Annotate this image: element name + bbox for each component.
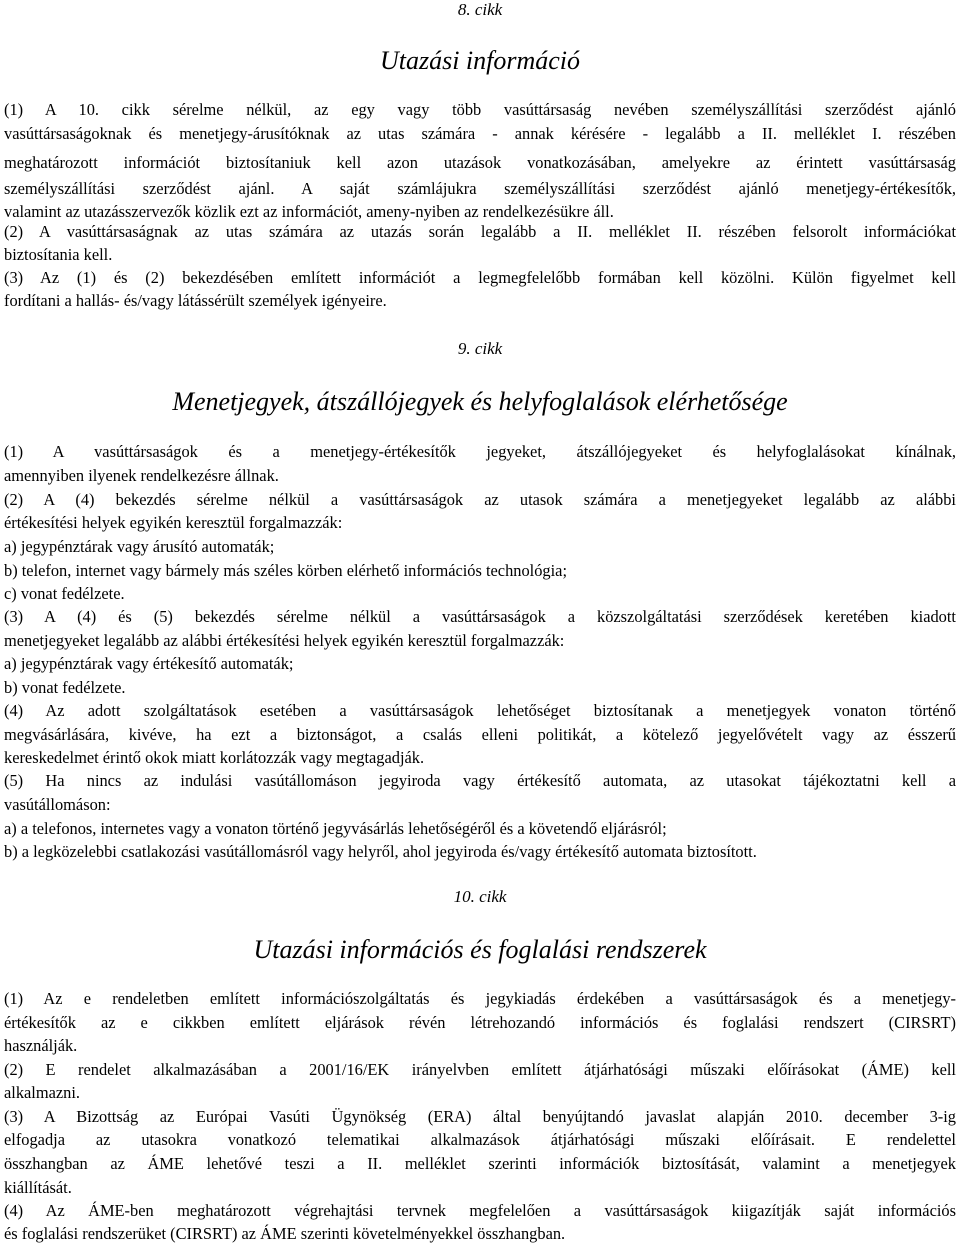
paragraph-line: (2) A (4) bekezdés sérelme nélkül a vasúttársaságok az utasok számára a menetjegyeket legalább az alábbi bbox=[4, 490, 956, 509]
paragraph-line: b) telefon, internet vagy bármely más széles körben elérhető információs technológia; bbox=[4, 561, 567, 580]
paragraph-line: biztosítania kell. bbox=[4, 245, 113, 264]
paragraph-line: megvásárlására, kivéve, ha ezt a biztonságot, a csalás elleni politikát, a kötelező jegyelővételt vagy az ésszerű bbox=[4, 725, 956, 744]
paragraph-line: (2) E rendelet alkalmazásában a 2001/16/EK irányelvben említett átjárhatósági műszaki előírásokat (ÁME) kell bbox=[4, 1060, 956, 1079]
paragraph-line: alkalmazni. bbox=[4, 1083, 80, 1102]
paragraph-line: (3) A Bizottság az Európai Vasúti Ügynökség (ERA) által benyújtandó javaslat alapján 2010. december 3-ig bbox=[4, 1107, 956, 1126]
paragraph-line: a) a telefonos, internetes vagy a vonaton történő jegyvásárlás lehetőségéről és a követendő eljárásról; bbox=[4, 819, 667, 838]
paragraph-line: amennyiben ilyenek rendelkezésre állnak. bbox=[4, 466, 279, 485]
paragraph-line: vasútállomáson: bbox=[4, 795, 111, 814]
paragraph-line: (3) Az (1) és (2) bekezdésében említett információt a legmegfelelőbb formában kell közölni. Külön figyelmet kell bbox=[4, 268, 956, 287]
article-number: 9. cikk bbox=[457, 339, 503, 358]
paragraph-line: és foglalási rendszerüket (CIRSRT) az ÁME szerinti követelményekkel összhangban. bbox=[4, 1224, 566, 1243]
paragraph-line: menetjegyeket legalább az alábbi értékesítési helyek egyikén keresztül forgalmazzák: bbox=[4, 631, 565, 650]
article-title: Utazási információs és foglalási rendszerek bbox=[253, 935, 707, 964]
paragraph-line: (1) Az e rendeletben említett információszolgáltatás és jegykiadás érdekében a vasúttársaságok és a menetjegy- bbox=[4, 989, 956, 1008]
paragraph-line: (1) A 10. cikk sérelme nélkül, az egy vagy több vasúttársaság nevében személyszállítási szerződést ajánló bbox=[4, 100, 956, 119]
paragraph-line: (3) A (4) és (5) bekezdés sérelme nélkül a vasúttársaságok a közszolgáltatási szerződések keretében kiadott bbox=[4, 607, 956, 626]
paragraph-line: (1) A vasúttársaságok és a menetjegy-értékesítők jegyeket, átszállójegyeket és helyfoglalásokat kínálnak, bbox=[4, 442, 956, 461]
article-number: 8. cikk bbox=[457, 0, 503, 19]
paragraph-line: kereskedelmet érintő okok miatt korlátozzák vagy megtagadják. bbox=[4, 748, 425, 767]
paragraph-line: fordítani a hallás- és/vagy látássérült személyek igényeire. bbox=[4, 291, 387, 310]
paragraph-line: értékesítési helyek egyikén keresztül forgalmazzák: bbox=[4, 513, 343, 532]
paragraph-line: meghatározott információt biztosítaniuk kell azon utazások vonatkozásában, amelyekre az érintett vasúttársaság bbox=[4, 153, 956, 172]
paragraph-line: c) vonat fedélzete. bbox=[4, 584, 125, 603]
paragraph-line: (2) A vasúttársaságnak az utas számára az utazás során legalább a II. melléklet II. részében felsorolt információkat bbox=[4, 222, 956, 241]
paragraph-line: használják. bbox=[4, 1036, 78, 1055]
article-number: 10. cikk bbox=[453, 887, 507, 906]
paragraph-line: elfogadja az utasokra vonatkozó telematikai alkalmazások átjárhatósági műszaki előírásait. E rendelettel bbox=[4, 1130, 956, 1149]
paragraph-line: b) a legközelebbi csatlakozási vasútállomásról vagy helyről, ahol jegyiroda és/vagy értékesítő automata biztosított. bbox=[4, 842, 757, 861]
paragraph-line: összhangban az ÁME lehetővé teszi a II. melléklet szerinti információk biztosítását, valamint a menetjegyek bbox=[4, 1154, 956, 1173]
paragraph-line: vasúttársaságoknak és menetjegy-árusítóknak az utas számára - annak kérésére - legalább a II. melléklet I. részében bbox=[4, 124, 956, 143]
article-title: Utazási információ bbox=[379, 46, 581, 75]
paragraph-line: b) vonat fedélzete. bbox=[4, 678, 126, 697]
paragraph-line: személyszállítási szerződést ajánl. A saját számlájukra személyszállítási szerződést ajánló menetjegy-értékesítők, bbox=[4, 179, 956, 198]
paragraph-line: (5) Ha nincs az indulási vasútállomáson jegyiroda vagy értékesítő automata, az utasokat tájékoztatni kell a bbox=[4, 771, 956, 790]
paragraph-line: valamint az utazásszervezők közlik ezt az információt, ameny-nyiben az rendelkezésükre áll. bbox=[4, 202, 614, 221]
paragraph-line: a) jegypénztárak vagy árusító automaták; bbox=[4, 537, 275, 556]
paragraph-line: a) jegypénztárak vagy értékesítő automaták; bbox=[4, 654, 294, 673]
paragraph-line: értékesítők az e cikkben említett eljárások révén létrehozandó információs és foglalási rendszert (CIRSRT) bbox=[4, 1013, 956, 1032]
paragraph-line: (4) Az ÁME-ben meghatározott végrehajtási tervnek megfelelően a vasúttársaságok kiigazítják saját információs bbox=[4, 1201, 956, 1220]
article-title: Menetjegyek, átszállójegyek és helyfoglalások elérhetősége bbox=[172, 387, 788, 416]
paragraph-line: (4) Az adott szolgáltatások esetében a vasúttársaságok lehetőséget biztosítanak a menetjegyek vonaton történő bbox=[4, 701, 956, 720]
paragraph-line: kiállítását. bbox=[4, 1178, 72, 1197]
